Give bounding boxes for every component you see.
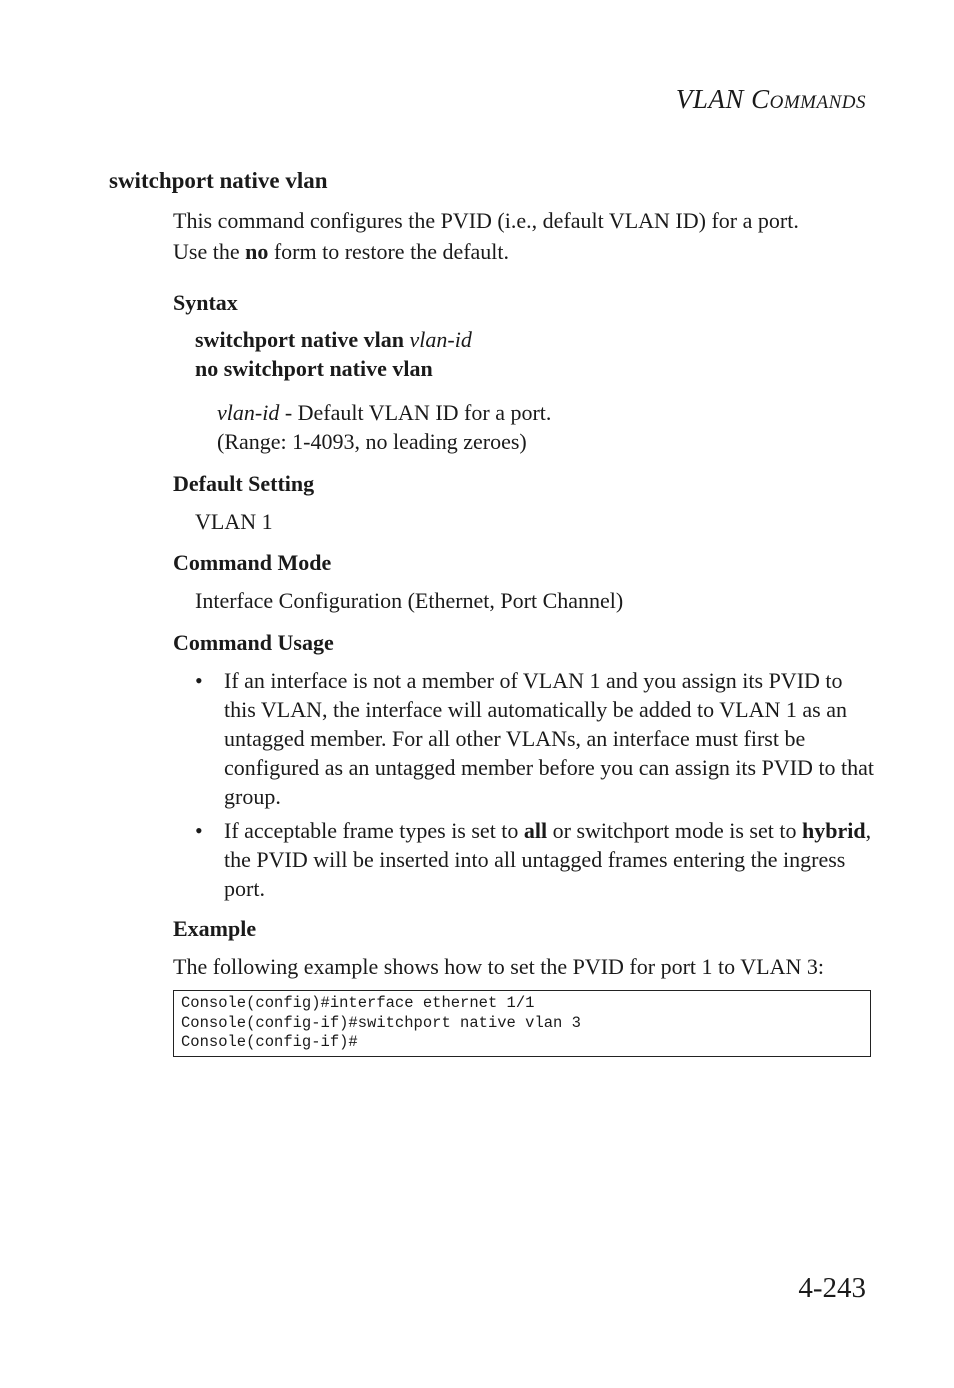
bullet-icon: •	[195, 668, 203, 693]
command-mode-heading: Command Mode	[173, 550, 332, 575]
command-usage-list	[195, 666, 875, 908]
parameter-range: (Range: 1-4093, no leading zeroes)	[217, 429, 527, 454]
list-item-text: If acceptable frame types is set to	[224, 818, 524, 843]
syntax-line-1	[195, 325, 472, 354]
example-heading: Example	[173, 916, 257, 941]
description-text: form to restore the default.	[268, 239, 510, 264]
code-line: Console(config)#interface ethernet 1/1	[181, 994, 535, 1012]
default-setting-heading: Default Setting	[173, 471, 315, 496]
default-setting-value: VLAN 1	[195, 509, 273, 534]
keyword-all: all	[523, 818, 548, 843]
syntax-heading: Syntax	[173, 290, 238, 315]
syntax-line-2	[195, 354, 472, 383]
code-line: Console(config-if)#switchport native vlan 3	[181, 1013, 581, 1032]
parameter-description	[217, 398, 551, 456]
list-item	[195, 666, 875, 811]
description-text: Use the	[173, 239, 246, 264]
parameter-name: vlan-id	[217, 400, 280, 425]
keyword-no: no	[245, 239, 269, 264]
list-item-text: or switchport mode is set to	[547, 818, 802, 843]
command-title: switchport native vlan	[109, 168, 328, 193]
description-line-1: This command configures the PVID (i.e., default VLAN ID) for a port.	[173, 208, 799, 233]
page-number: 4-243	[798, 1272, 866, 1304]
syntax-block	[195, 325, 472, 383]
syntax-argument: vlan-id	[409, 327, 472, 352]
bullet-icon: •	[195, 818, 203, 843]
parameter-text: - Default VLAN ID for a port.	[279, 400, 552, 425]
running-header	[676, 84, 866, 115]
running-header-smallcaps: OMMANDS	[769, 92, 866, 113]
code-example-box	[173, 990, 871, 1057]
syntax-no-command: no switchport native vlan	[195, 356, 433, 381]
parameter-line-1	[217, 398, 551, 427]
command-mode-value: Interface Configuration (Ethernet, Port Channel)	[195, 588, 624, 613]
description-line-2	[173, 236, 873, 267]
keyword-hybrid: hybrid	[801, 818, 866, 843]
running-header-main: VLAN C	[675, 84, 770, 114]
list-item	[195, 816, 875, 903]
command-description	[173, 205, 873, 267]
command-usage-heading: Command Usage	[173, 630, 334, 655]
code-line: Console(config-if)#	[181, 1033, 358, 1051]
list-item-text: If an interface is not a member of VLAN 1 and you assign its PVID to this VLAN, the interface will automatically be added to VLAN 1 as an untagged member. For all other VLANs, an interface must first be configured as an untagged member before you can assign its PVID to that group.	[224, 668, 875, 809]
list-item-text: , the PVID will be inserted into all untagged frames entering the ingress port.	[224, 818, 872, 901]
syntax-command: switchport native vlan	[195, 327, 404, 352]
example-intro: The following example shows how to set the PVID for port 1 to VLAN 3:	[173, 954, 824, 979]
